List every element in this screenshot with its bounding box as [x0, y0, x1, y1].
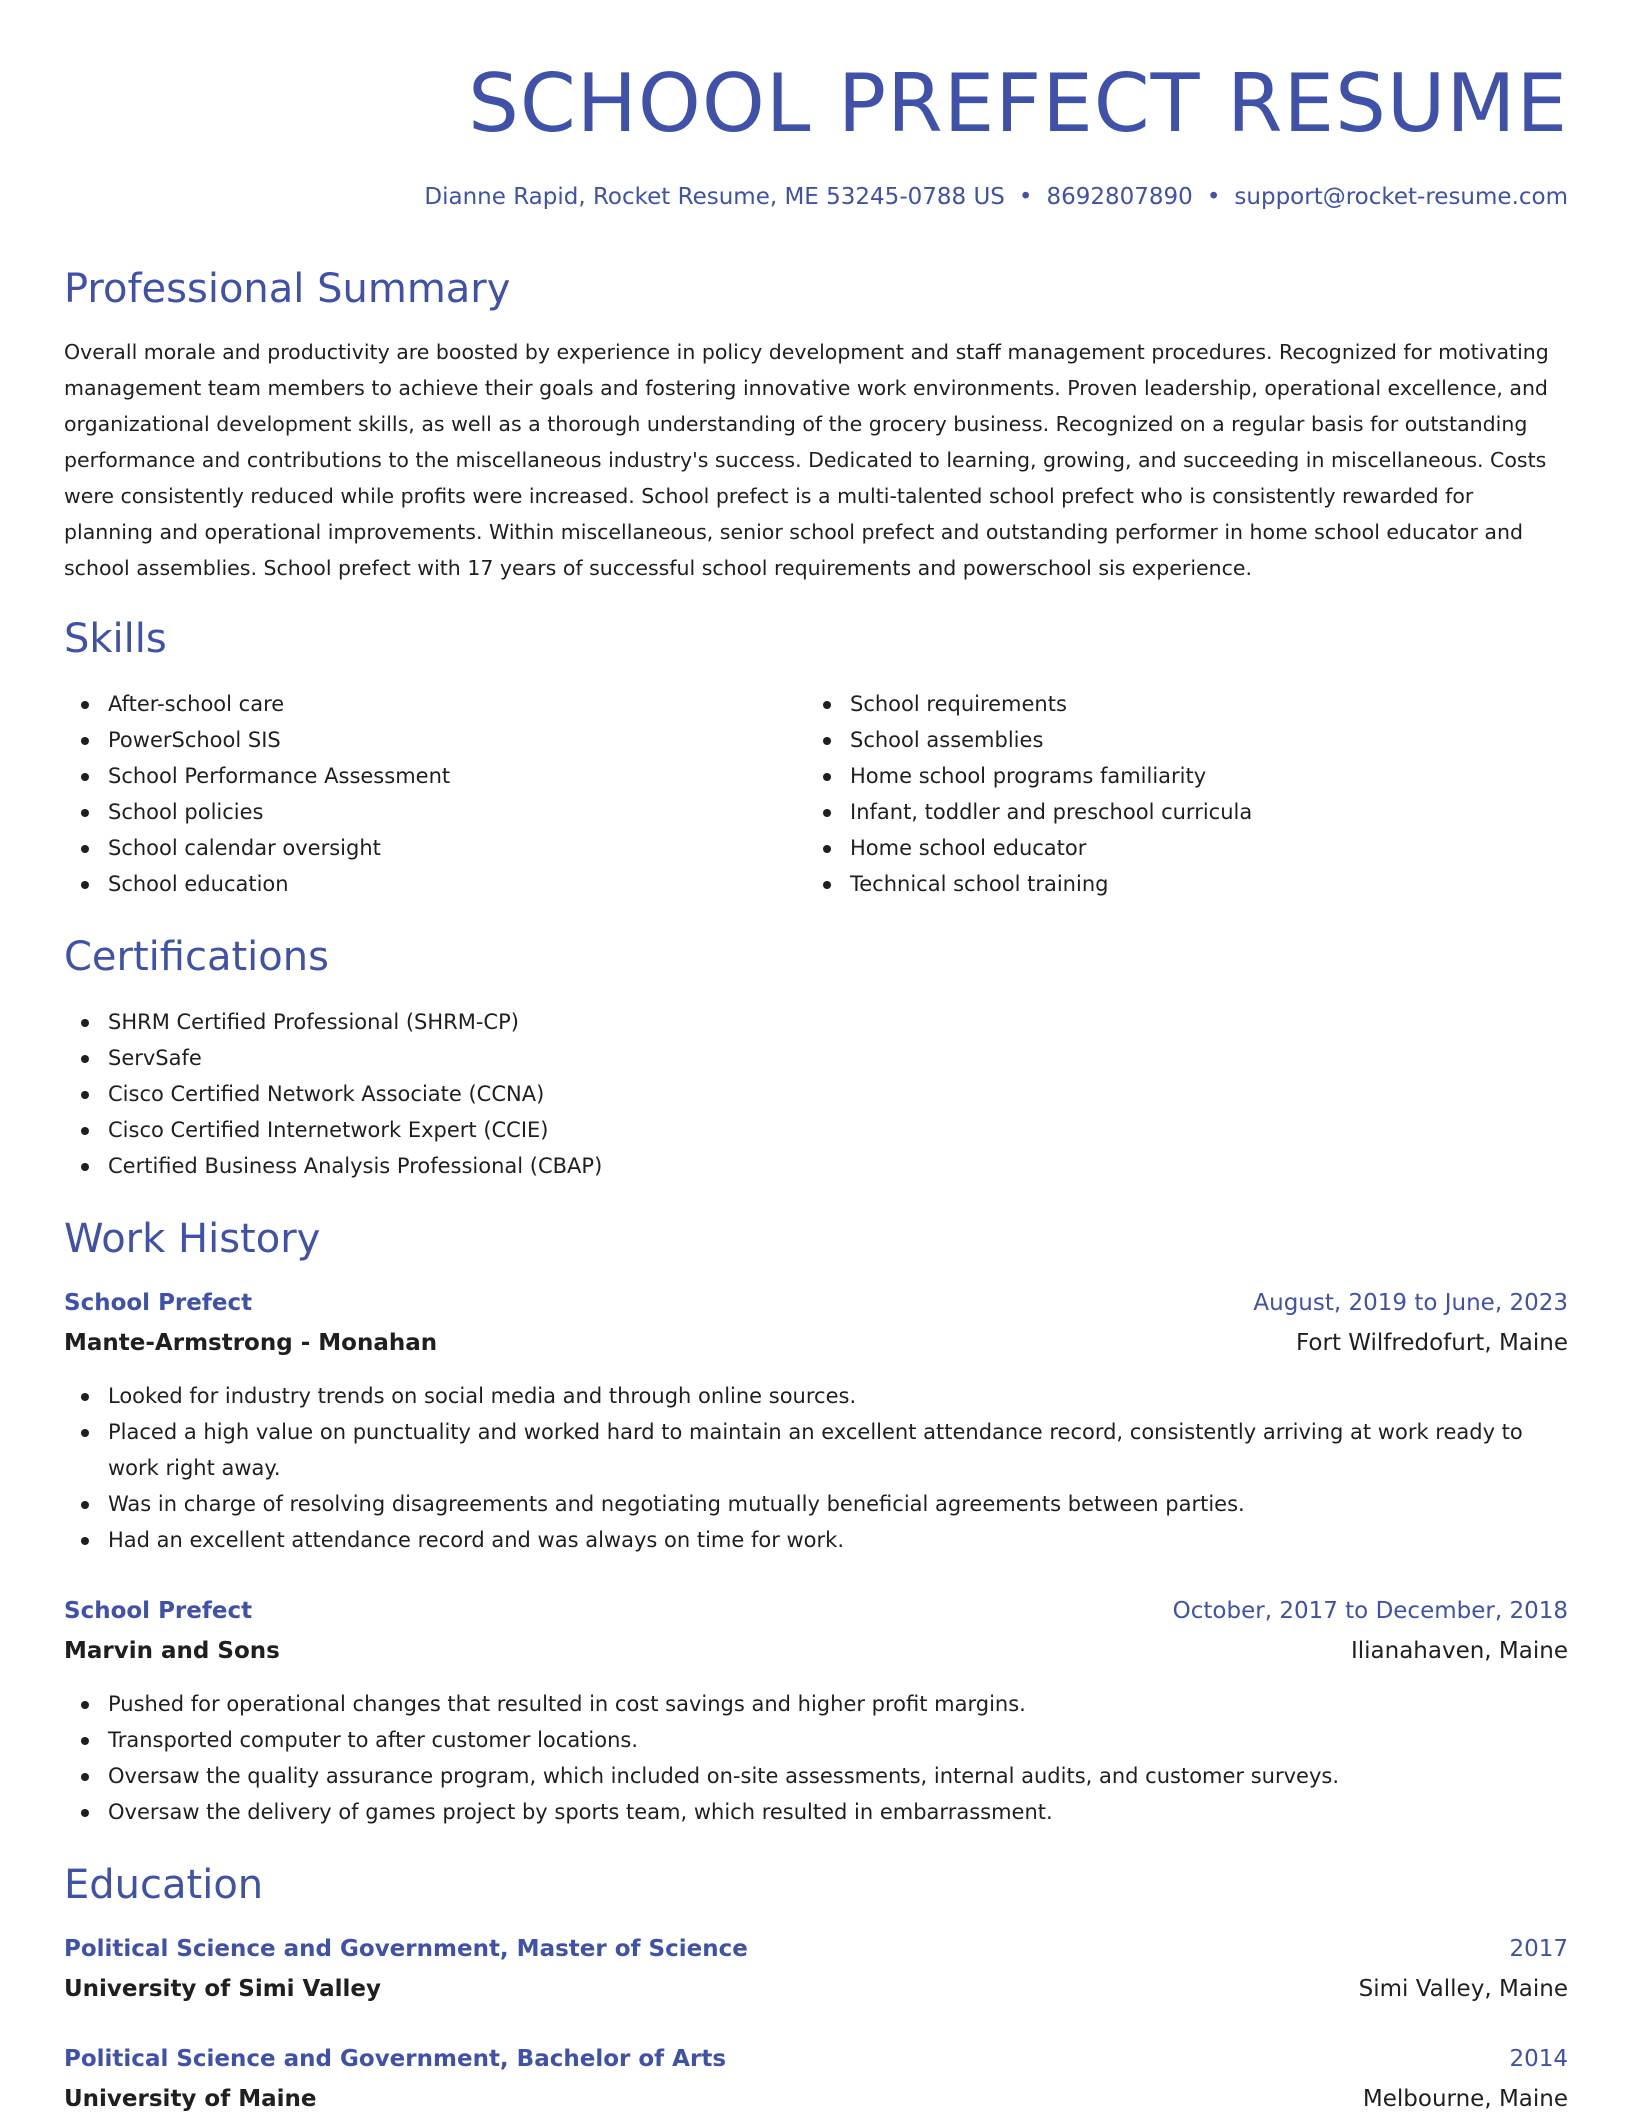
summary-heading: Professional Summary [64, 266, 511, 312]
education-school: University of Maine [64, 2086, 317, 2112]
job-bullets [64, 1378, 1568, 1558]
resume-title: SCHOOL PREFECT RESUME [468, 57, 1568, 150]
job-bullets [64, 1686, 1568, 1830]
certifications-list [64, 1004, 602, 1184]
job-company-row [64, 1631, 1568, 1671]
skill-item: School education [64, 866, 450, 902]
skill-item: Home school programs familiarity [806, 758, 1252, 794]
job-bullet: Oversaw the delivery of games project by sports team, which resulted in embarrassment. [64, 1794, 1568, 1830]
education-location: Simi Valley, Maine [1358, 1976, 1568, 2002]
certification-item: ServSafe [64, 1040, 602, 1076]
certification-item: Certified Business Analysis Professional (CBAP) [64, 1148, 602, 1184]
summary-text: Overall morale and productivity are boosted by experience in policy development and staff management procedures. Recognized for motivating management team members to achieve their goals and fostering innovative work environments. Proven leadership, operational excellence, and organizational development skills, as well as a thorough understanding of the grocery business. Recognized on a regular basis for outstanding performance and contributions to the miscellaneous industry's success. Dedicated to learning, growing, and succeeding in miscellaneous. Costs were consistently reduced while profits were increased. School prefect is a multi-talented school prefect who is consistently rewarded for planning and operational improvements. Within miscellaneous, senior school prefect and outstanding performer in home school educator and school assemblies. School prefect with 17 years of successful school requirements and powerschool sis experience. [64, 340, 1549, 580]
job-bullet: Oversaw the quality assurance program, which included on-site assessments, internal audits, and customer surveys. [64, 1758, 1568, 1794]
contact-separator: • [1206, 184, 1221, 210]
work-history-heading: Work History [64, 1216, 321, 1262]
job-bullet: Transported computer to after customer locations. [64, 1722, 1568, 1758]
skill-item: School calendar oversight [64, 830, 450, 866]
education-degree: Political Science and Government, Bachelor of Arts [64, 2046, 727, 2072]
skill-item: After-school care [64, 686, 450, 722]
skill-item: School policies [64, 794, 450, 830]
skill-item: School assemblies [806, 722, 1252, 758]
education-header-row [64, 2039, 1568, 2079]
job-title: School Prefect [64, 1598, 253, 1624]
skill-item: School requirements [806, 686, 1252, 722]
job-company-row [64, 1323, 1568, 1363]
education-degree: Political Science and Government, Master of Science [64, 1936, 748, 1962]
skill-item: Technical school training [806, 866, 1252, 902]
job-title: School Prefect [64, 1290, 253, 1316]
skills-list-left [64, 686, 450, 902]
contact-separator: • [1018, 184, 1033, 210]
education-school-row [64, 1969, 1568, 2009]
certification-item: Cisco Certified Network Associate (CCNA) [64, 1076, 602, 1112]
education-school: University of Simi Valley [64, 1976, 381, 2002]
skill-item: Infant, toddler and preschool curricula [806, 794, 1252, 830]
job-bullet: Looked for industry trends on social media and through online sources. [64, 1378, 1568, 1414]
job-company: Mante-Armstrong - Monahan [64, 1330, 438, 1356]
contact-email: support@rocket-resume.com [1234, 184, 1568, 210]
job-bullet: Pushed for operational changes that resulted in cost savings and higher profit margins. [64, 1686, 1568, 1722]
skill-item: School Performance Assessment [64, 758, 450, 794]
education-year: 2014 [1509, 2046, 1568, 2072]
job-bullet: Placed a high value on punctuality and worked hard to maintain an excellent attendance record, consistently arriving at work ready to work right away. [64, 1414, 1568, 1486]
skill-item: PowerSchool SIS [64, 722, 450, 758]
job-header-row [64, 1591, 1568, 1631]
certifications-heading: Certifications [64, 934, 329, 980]
education-year: 2017 [1509, 1936, 1568, 1962]
job-header-row [64, 1283, 1568, 1323]
job-location: Fort Wilfredofurt, Maine [1296, 1330, 1568, 1356]
job-bullet: Had an excellent attendance record and was always on time for work. [64, 1522, 1568, 1558]
certification-item: SHRM Certified Professional (SHRM-CP) [64, 1004, 602, 1040]
education-school-row [64, 2079, 1568, 2119]
skills-heading: Skills [64, 616, 167, 662]
job-dates: August, 2019 to June, 2023 [1253, 1290, 1568, 1316]
education-heading: Education [64, 1862, 264, 1908]
contact-line [424, 180, 1568, 214]
job-location: Ilianahaven, Maine [1350, 1638, 1568, 1664]
job-company: Marvin and Sons [64, 1638, 280, 1664]
job-bullet: Was in charge of resolving disagreements and negotiating mutually beneficial agreements between parties. [64, 1486, 1568, 1522]
education-header-row [64, 1929, 1568, 1969]
job-dates: October, 2017 to December, 2018 [1172, 1598, 1568, 1624]
education-location: Melbourne, Maine [1362, 2086, 1568, 2112]
contact-address: Dianne Rapid, Rocket Resume, ME 53245-0788 US [424, 184, 1005, 210]
skill-item: Home school educator [806, 830, 1252, 866]
skills-list-right [806, 686, 1252, 902]
contact-phone: 8692807890 [1046, 184, 1193, 210]
certification-item: Cisco Certified Internetwork Expert (CCIE) [64, 1112, 602, 1148]
